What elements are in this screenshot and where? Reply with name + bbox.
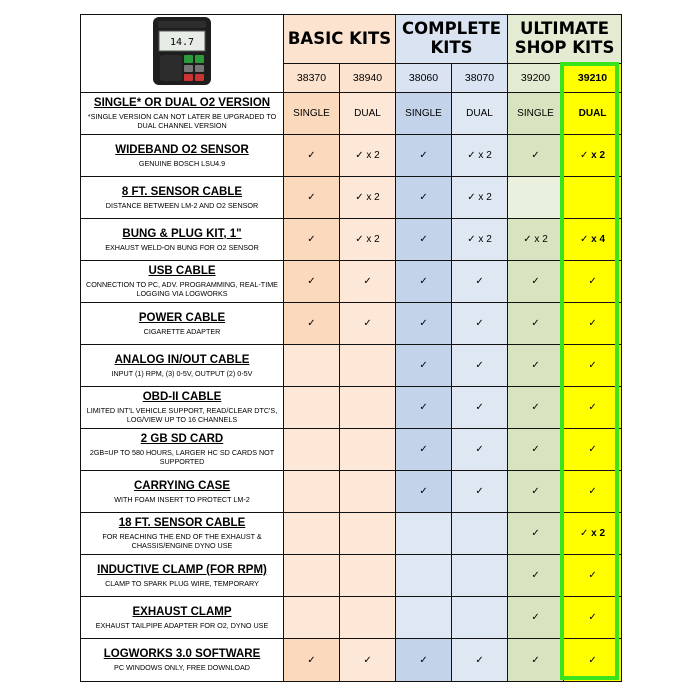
kit-feature-value — [452, 513, 508, 555]
kit-feature-value — [396, 597, 452, 639]
feature-name: LOGWORKS 3.0 SOFTWARE — [103, 648, 261, 660]
kit-feature-value: ✓ — [564, 345, 622, 387]
device-screen-text: 14.7 — [169, 37, 195, 48]
feature-cell — [81, 135, 284, 177]
kit-feature-value: SINGLE — [396, 93, 452, 135]
kit-feature-value: ✓ x 2 — [340, 135, 396, 177]
feature-row — [81, 387, 622, 429]
kit-feature-value: ✓ — [340, 261, 396, 303]
feature-description: WITH FOAM INSERT TO PROTECT LM-2 — [114, 494, 250, 504]
kit-feature-value — [284, 555, 340, 597]
feature-name: OBD-II CABLE — [142, 391, 222, 403]
kit-feature-value — [284, 471, 340, 513]
kit-feature-value — [340, 387, 396, 429]
kit-feature-value: ✓ x 2 — [340, 177, 396, 219]
feature-cell — [81, 639, 284, 682]
kit-feature-value: DUAL — [452, 93, 508, 135]
kit-code-39210: 39210 — [564, 64, 622, 93]
kit-feature-value: ✓ — [564, 429, 622, 471]
kit-feature-value: ✓ — [396, 303, 452, 345]
feature-name: SINGLE* OR DUAL O2 VERSION — [93, 97, 271, 109]
feature-row — [81, 303, 622, 345]
feature-row — [81, 513, 622, 555]
device-image-cell — [81, 15, 284, 93]
feature-row — [81, 429, 622, 471]
feature-description: 2GB=UP TO 580 HOURS, LARGER HC SD CARDS NOT SUPPORTED — [89, 448, 275, 466]
kit-feature-value: ✓ — [452, 345, 508, 387]
kit-feature-value — [396, 513, 452, 555]
feature-row — [81, 219, 622, 261]
kit-feature-value: SINGLE — [508, 93, 564, 135]
kit-feature-value: ✓ x 2 — [452, 177, 508, 219]
feature-description: EXHAUST TAILPIPE ADAPTER FOR O2, DYNO USE — [95, 620, 269, 630]
kit-feature-value — [284, 597, 340, 639]
kit-feature-value: ✓ — [508, 345, 564, 387]
kit-feature-value — [452, 555, 508, 597]
feature-name: POWER CABLE — [138, 311, 226, 324]
kit-feature-value — [564, 177, 622, 219]
feature-description: PC WINDOWS ONLY, FREE DOWNLOAD — [114, 663, 250, 672]
kit-feature-value: ✓ — [452, 261, 508, 303]
kit-feature-value: ✓ x 2 — [564, 135, 622, 177]
kit-feature-value: ✓ — [564, 597, 622, 639]
kit-feature-value — [396, 555, 452, 597]
feature-cell — [81, 513, 284, 555]
feature-row — [81, 471, 622, 513]
kit-feature-value: ✓ — [508, 303, 564, 345]
kit-feature-value: ✓ — [564, 261, 622, 303]
feature-cell — [81, 555, 284, 597]
feature-description: CIGARETTE ADAPTER — [143, 326, 221, 336]
basic-kits-header: BASIC KITS — [284, 15, 396, 64]
kit-feature-value: ✓ — [508, 387, 564, 429]
feature-row — [81, 93, 622, 135]
kit-feature-value: ✓ — [396, 387, 452, 429]
kit-feature-value: ✓ — [284, 135, 340, 177]
kit-feature-value: ✓ x 2 — [452, 219, 508, 261]
kit-feature-value — [340, 429, 396, 471]
ultimate-kits-header: ULTIMATE SHOP KITS — [508, 15, 622, 64]
kit-feature-value: ✓ — [284, 303, 340, 345]
feature-name: 18 FT. SENSOR CABLE — [118, 517, 246, 529]
kit-feature-value: ✓ — [452, 387, 508, 429]
kit-feature-value — [284, 513, 340, 555]
kit-feature-value: ✓ x 2 — [508, 219, 564, 261]
kit-feature-value: ✓ x 2 — [340, 219, 396, 261]
feature-name: CARRYING CASE — [133, 479, 231, 492]
feature-description: CLAMP TO SPARK PLUG WIRE, TEMPORARY — [105, 578, 259, 588]
kit-feature-value — [284, 387, 340, 429]
kit-feature-value: ✓ — [508, 597, 564, 639]
feature-cell — [81, 219, 284, 261]
kit-feature-value: ✓ — [564, 387, 622, 429]
kit-feature-value: ✓ — [452, 471, 508, 513]
kit-comparison-table — [80, 14, 622, 682]
kit-feature-value: ✓ — [564, 471, 622, 513]
feature-name: 2 GB SD CARD — [140, 433, 224, 445]
kit-feature-value: ✓ — [508, 639, 564, 682]
kit-feature-value: SINGLE — [284, 93, 340, 135]
kit-feature-value: ✓ — [452, 303, 508, 345]
kit-feature-value — [340, 471, 396, 513]
feature-description: EXHAUST WELD-ON BUNG FOR O2 SENSOR — [105, 242, 259, 252]
feature-description: LIMITED INT'L VEHICLE SUPPORT, READ/CLEAR DTC'S, LOG/VIEW UP TO 16 CHANNELS — [86, 406, 278, 424]
feature-row — [81, 261, 622, 303]
kit-feature-value: ✓ — [396, 639, 452, 682]
feature-description: DISTANCE BETWEEN LM-2 AND O2 SENSOR — [105, 200, 259, 210]
kit-feature-value: ✓ — [396, 345, 452, 387]
kit-code-38060: 38060 — [396, 64, 452, 93]
feature-description: *SINGLE VERSION CAN NOT LATER BE UPGRADED TO DUAL CHANNEL VERSION — [87, 112, 277, 130]
feature-row — [81, 177, 622, 219]
feature-description: CONNECTION TO PC, ADV. PROGRAMMING, REAL-TIME LOGGING VIA LOGWORKS — [86, 280, 278, 298]
kit-feature-value: ✓ — [508, 429, 564, 471]
feature-name: BUNG & PLUG KIT, 1" — [122, 227, 242, 240]
kit-feature-value: ✓ — [396, 471, 452, 513]
feature-description: FOR REACHING THE END OF THE EXHAUST & CHASSIS/ENGINE DYNO USE — [102, 532, 262, 550]
kit-feature-value — [340, 555, 396, 597]
feature-cell — [81, 471, 284, 513]
kit-feature-value — [284, 429, 340, 471]
kit-code-39200: 39200 — [508, 64, 564, 93]
kit-feature-value: DUAL — [564, 93, 622, 135]
feature-cell — [81, 261, 284, 303]
kit-code-38070: 38070 — [452, 64, 508, 93]
feature-row — [81, 555, 622, 597]
kit-feature-value: ✓ x 4 — [564, 219, 622, 261]
kit-feature-value: ✓ — [284, 639, 340, 682]
feature-name: USB CABLE — [148, 265, 216, 277]
kit-feature-value — [340, 513, 396, 555]
feature-name: INDUCTIVE CLAMP (FOR RPM) — [97, 563, 267, 576]
kit-feature-value: ✓ — [564, 639, 622, 682]
feature-cell — [81, 93, 284, 135]
kit-feature-value: ✓ — [396, 261, 452, 303]
kit-feature-value — [340, 597, 396, 639]
lm2-device-image — [147, 15, 217, 87]
kit-feature-value: ✓ — [284, 261, 340, 303]
kit-feature-value: ✓ — [508, 513, 564, 555]
feature-cell — [81, 429, 284, 471]
complete-kits-header: COMPLETE KITS — [396, 15, 508, 64]
feature-row — [81, 639, 622, 682]
kit-code-38370: 38370 — [284, 64, 340, 93]
kit-feature-value: ✓ — [564, 303, 622, 345]
kit-code-38940: 38940 — [340, 64, 396, 93]
kit-feature-value — [340, 345, 396, 387]
kit-feature-value: ✓ — [396, 219, 452, 261]
kit-feature-value: ✓ x 2 — [564, 513, 622, 555]
kit-feature-value: ✓ — [452, 639, 508, 682]
feature-name: EXHAUST CLAMP — [132, 605, 232, 618]
feature-cell — [81, 303, 284, 345]
feature-name: WIDEBAND O2 SENSOR — [115, 143, 249, 156]
kit-feature-value — [508, 177, 564, 219]
kit-feature-value: ✓ — [508, 471, 564, 513]
kit-feature-value: ✓ — [452, 429, 508, 471]
kit-feature-value: ✓ — [564, 555, 622, 597]
kit-feature-value: ✓ — [396, 135, 452, 177]
kit-feature-value: ✓ x 2 — [452, 135, 508, 177]
kit-feature-value: DUAL — [340, 93, 396, 135]
kit-feature-value — [284, 345, 340, 387]
kit-feature-value: ✓ — [284, 177, 340, 219]
feature-row — [81, 597, 622, 639]
kit-feature-value: ✓ — [340, 639, 396, 682]
feature-name: ANALOG IN/OUT CABLE — [114, 353, 250, 366]
feature-row — [81, 135, 622, 177]
feature-cell — [81, 177, 284, 219]
feature-name: 8 FT. SENSOR CABLE — [121, 185, 243, 198]
kit-feature-value: ✓ — [508, 261, 564, 303]
kit-feature-value — [452, 597, 508, 639]
kit-feature-value: ✓ — [508, 135, 564, 177]
kit-feature-value: ✓ — [396, 429, 452, 471]
kit-feature-value: ✓ — [508, 555, 564, 597]
feature-row — [81, 345, 622, 387]
kit-feature-value: ✓ — [396, 177, 452, 219]
kit-feature-value: ✓ — [284, 219, 340, 261]
kit-feature-value: ✓ — [340, 303, 396, 345]
feature-description: GENUINE BOSCH LSU4.9 — [138, 158, 226, 168]
feature-cell — [81, 387, 284, 429]
feature-cell — [81, 597, 284, 639]
feature-cell — [81, 345, 284, 387]
feature-description: INPUT (1) RPM, (3) 0-5V, OUTPUT (2) 0-5V — [111, 368, 253, 378]
